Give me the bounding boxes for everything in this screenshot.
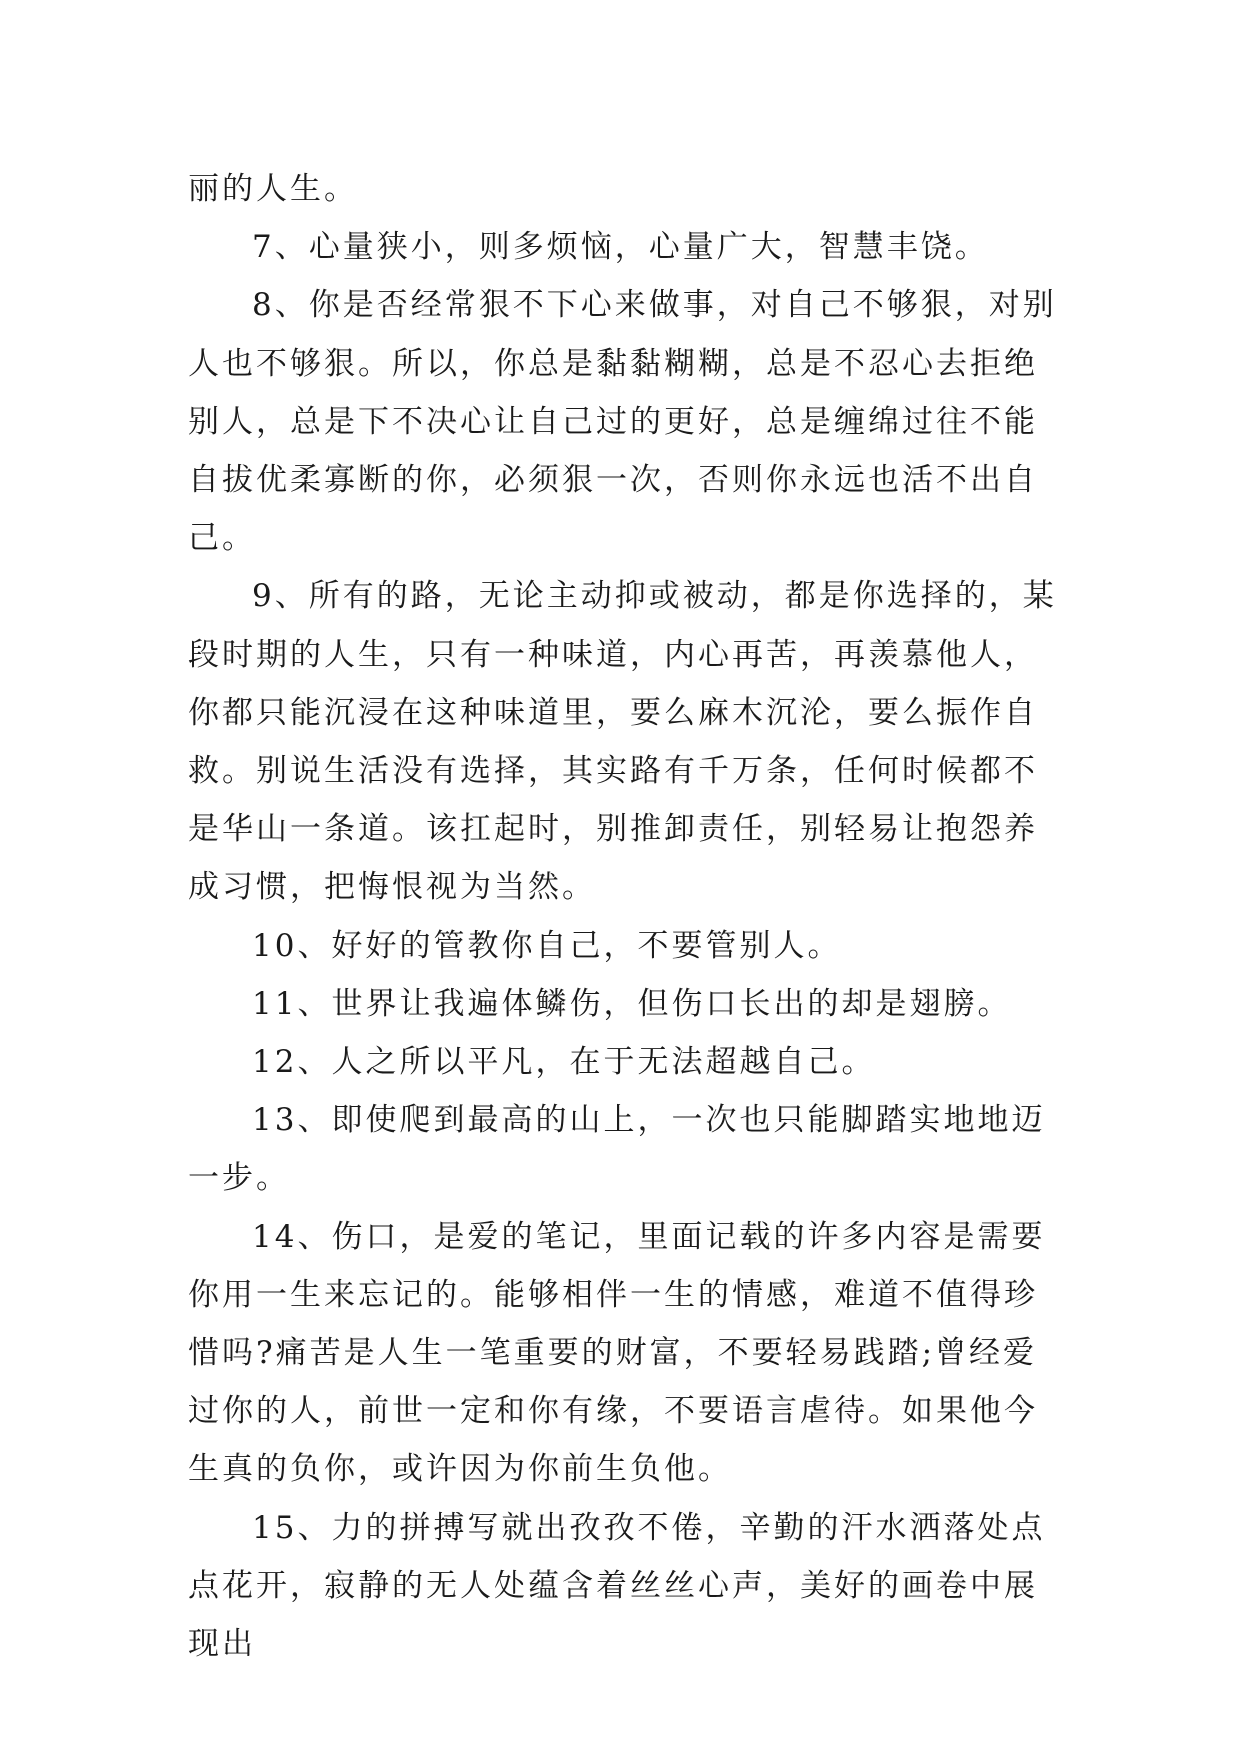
paragraph-item-13: 13、即使爬到最高的山上，一次也只能脚踏实地地迈一步。 <box>188 1102 1046 1197</box>
paragraph-item-11: 11、世界让我遍体鳞伤，但伤口长出的却是翅膀。 <box>252 985 1012 1022</box>
paragraph-item-15: 15、力的拼搏写就出孜孜不倦，辛勤的汗水洒落处点点花开，寂静的无人处蕴含着丝丝心声，美好的画卷中展现出 <box>188 1509 1046 1663</box>
paragraph-continuation: 丽的人生。 <box>188 171 358 207</box>
paragraph-item-10: 10、好好的管教你自己，不要管别人。 <box>252 927 842 964</box>
paragraph-item-8: 8、你是否经常狠不下心来做事，对自己不够狠，对别人也不够狠。所以，你总是黏黏糊糊，总是不忍心去拒绝别人，总是下不决心让自己过的更好，总是缠绵过往不能自拔优柔寡断的你，必须狠一次，否则你永远也活不出自己。 <box>188 287 1057 557</box>
paragraph-item-14: 14、伤口，是爱的笔记，里面记载的许多内容是需要你用一生来忘记的。能够相伴一生的情感，难道不值得珍惜吗?痛苦是人生一笔重要的财富，不要轻易践踏;曾经爱过你的人，前世一定和你有缘，不要语言虐待。如果他今生真的负你，或许因为你前生负他。 <box>188 1218 1046 1488</box>
paragraph-item-7: 7、心量狭小，则多烦恼，心量广大，智慧丰饶。 <box>252 229 989 266</box>
document-body <box>188 160 1068 1673</box>
paragraph-item-12: 12、人之所以平凡，在于无法超越自己。 <box>252 1044 876 1081</box>
paragraph-item-9: 9、所有的路，无论主动抑或被动，都是你选择的，某段时期的人生，只有一种味道，内心再苦，再羡慕他人，你都只能沉浸在这种味道里，要么麻木沉沦，要么振作自救。别说生活没有选择，其实路有千万条，任何时候都不是华山一条道。该扛起时，别推卸责任，别轻易让抱怨养成习惯，把悔恨视为当然。 <box>188 578 1057 906</box>
